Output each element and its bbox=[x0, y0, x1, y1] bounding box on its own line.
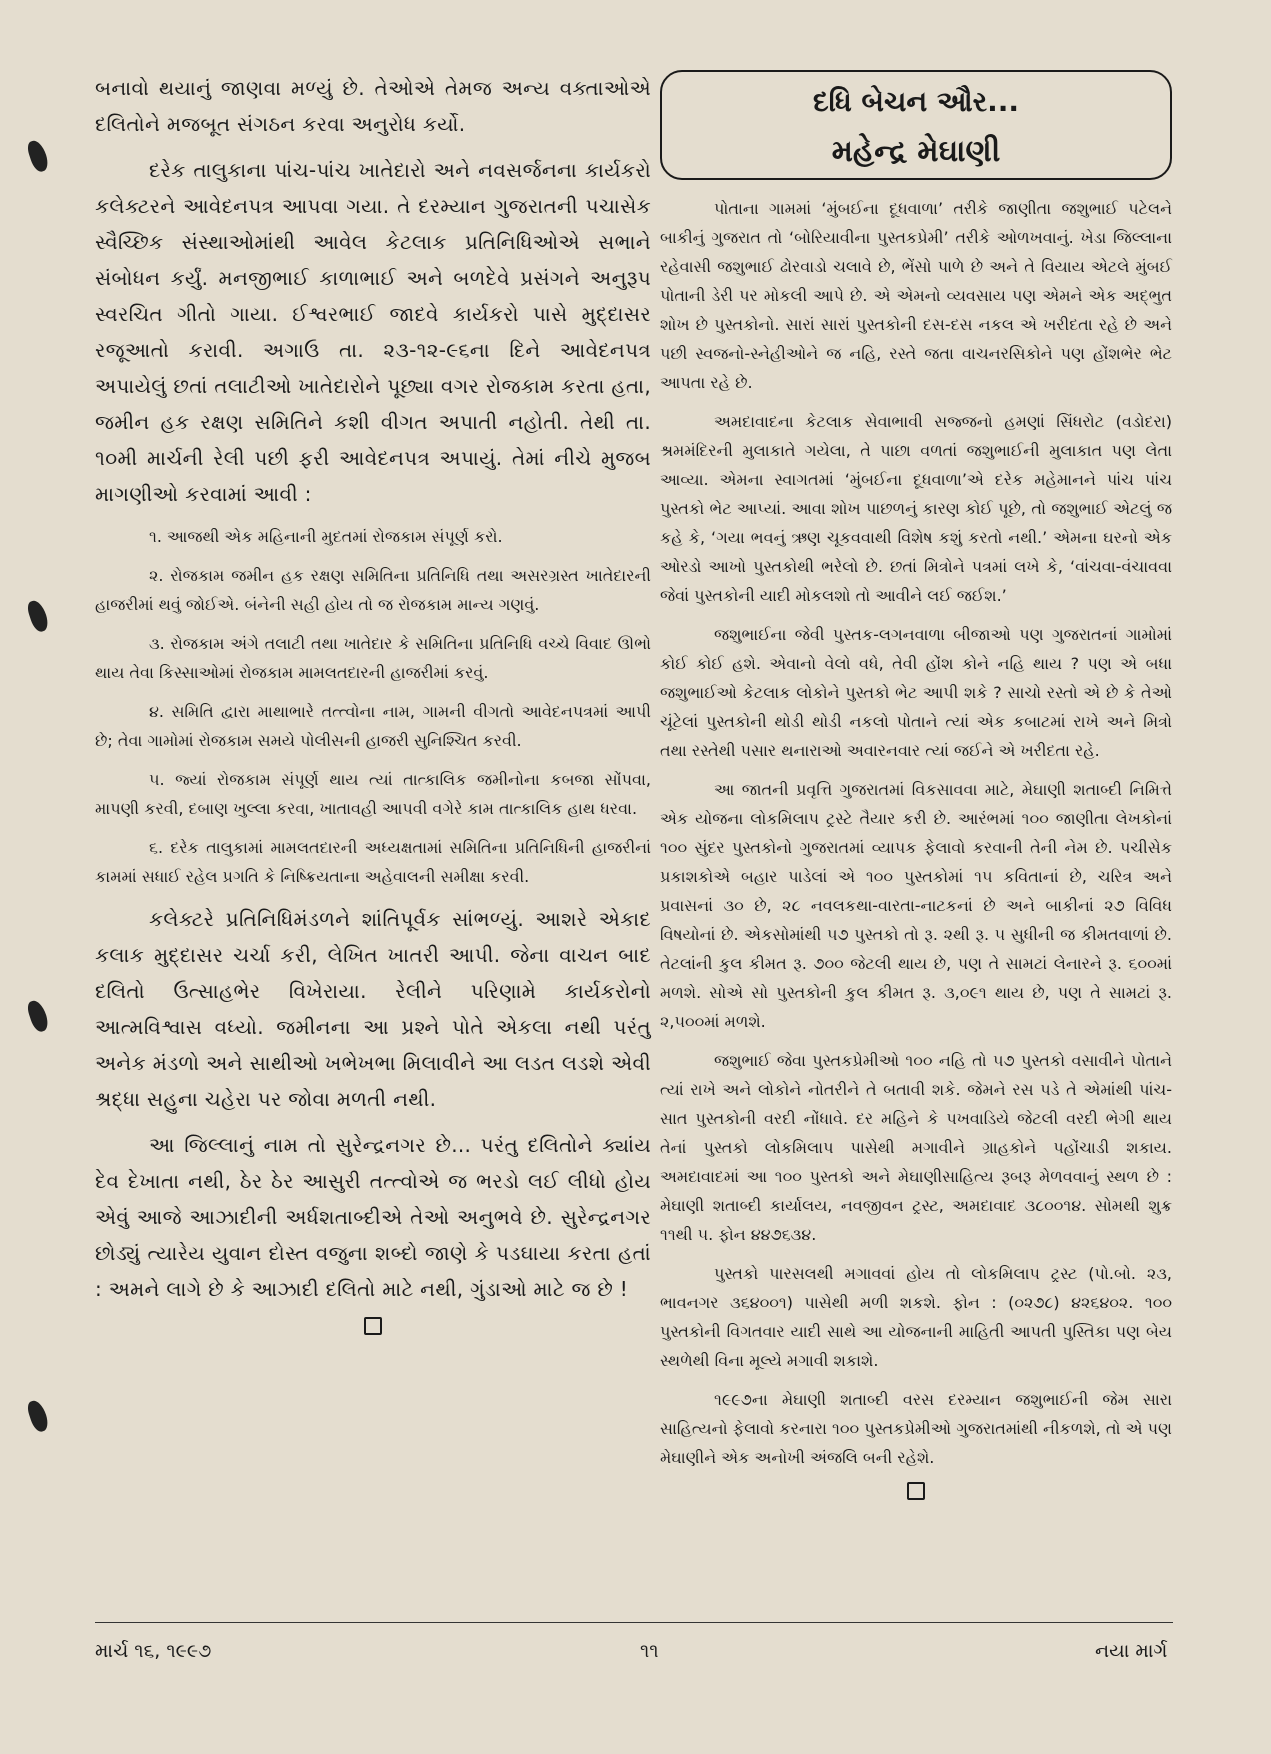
article-end-mark bbox=[907, 1482, 925, 1500]
left-paragraph: બનાવો થયાનું જાણવા મળ્યું છે. તેઓએ તેમજ અન્ય વક્તાઓએ દલિતોને મજબૂત સંગઠન કરવા અનુરોધ કર્યો. bbox=[95, 76, 651, 136]
binding-hole-mark bbox=[25, 1398, 50, 1433]
publication-name: નયા માર્ગ bbox=[1095, 1640, 1168, 1662]
article-end-mark bbox=[364, 1317, 382, 1335]
page-number: ૧૧ bbox=[640, 1640, 659, 1662]
demand-item: ૨. રોજકામ જમીન હક રક્ષણ સમિતિના પ્રતિનિધિ તથા અસરગ્રસ્ત ખાતેદારની હાજરીમાં થવું જોઈએ. બંનેની સહી હોય તો જ રોજકામ માન્ય ગણવું. bbox=[95, 566, 651, 614]
footer-date: માર્ચ ૧૬, ૧૯૯૭ bbox=[95, 1640, 212, 1662]
right-paragraph: ૧૯૯૭ના મેઘાણી શતાબ્દી વરસ દરમ્યાન જશુભાઈની જેમ સારા સાહિત્યનો ફેલાવો કરનારા ૧૦૦ પુસ્તકપ્રેમીઓ ગુજરાતમાંથી નીકળશે, તો એ પણ મેઘાણીને એક અનોખી અંજલિ બની રહેશે. bbox=[660, 1390, 1172, 1467]
left-paragraph: આ જિલ્લાનું નામ તો સુરેન્દ્રનગર છે... પરંતુ દલિતોને ક્યાંય દેવ દેખાતા નથી, ઠેર ઠેર આસુરી તત્ત્વોએ જ ભરડો લઈ લીધો હોય એવું આજે આઝાદીની અર્ધશતાબ્દીએ તેઓ અનુભવે છે. સુરેન્દ્રનગર છોડ્યું ત્યારેય યુવાન દોસ્ત વજુના શબ્દો જાણે કે પડઘાયા કરતા હતાં : અમને લાગે છે કે આઝાદી દલિતો માટે નથી, ગુંડાઓ માટે જ છે ! bbox=[95, 1133, 651, 1301]
right-paragraph: પુસ્તકો પારસલથી મગાવવાં હોય તો લોકમિલાપ ટ્રસ્ટ (પો.બો. ૨૩, ભાવનગર ૩૬૪૦૦૧) પાસેથી મળી શકશે. ફોન : (૦૨૭૮) ૪૨૬૪૦૨. ૧૦૦ પુસ્તકોની વિગતવાર યાદી સાથે આ યોજનાની માહિતી આપતી પુસ્તિકા પણ બેય સ્થળેથી વિના મૂલ્યે મગાવી શકાશે. bbox=[660, 1264, 1172, 1370]
right-column bbox=[660, 70, 1172, 1500]
demand-item: ૫. જ્યાં રોજકામ સંપૂર્ણ થાય ત્યાં તાત્કાલિક જમીનોના કબજા સોંપવા, માપણી કરવી, દબાણ ખુલ્લા કરવા, ખાતાવહી આપવી વગેરે કામ તાત્કાલિક હાથ ધરવા. bbox=[95, 770, 651, 818]
right-paragraph: આ જાતની પ્રવૃત્તિ ગુજરાતમાં વિકસાવવા માટે, મેઘાણી શતાબ્દી નિમિત્તે એક યોજના લોકમિલાપ ટ્રસ્ટે તૈયાર કરી છે. આરંભમાં ૧૦૦ જાણીતા લેખકોનાં ૧૦૦ સુંદર પુસ્તકોનો ગુજરાતમાં વ્યાપક ફેલાવો કરવાની તેની નેમ છે. પચીસેક પ્રકાશકોએ બહાર પાડેલાં એ ૧૦૦ પુસ્તકોમાં ૧૫ કવિતાનાં છે, ચરિત્ર અને પ્રવાસનાં ૩૦ છે, ૨૮ નવલકથા-વારતા-નાટકનાં છે અને બાકીનાં ૨૭ વિવિધ વિષયોનાં છે. એકસોમાંથી ૫૭ પુસ્તકો તો રૂ. ૨થી રૂ. ૫ સુધીની જ કીમતવાળાં છે. તેટલાંની કુલ કીમત રૂ. ૭૦૦ જેટલી થાય છે, પણ તે સામટાં લેનારને રૂ. ૬૦૦માં મળશે. સોએ સો પુસ્તકોની કુલ કીમત રૂ. ૩,૦૯૧ થાય છે, પણ તે સામટાં રૂ. ૨,૫૦૦માં મળશે. bbox=[660, 780, 1172, 1031]
binding-hole-mark bbox=[25, 138, 50, 173]
demand-item: ૩. રોજકામ અંગે તલાટી તથા ખાતેદાર કે સમિતિના પ્રતિનિધિ વચ્ચે વિવાદ ઊભો થાય તેવા કિસ્સાઓમાં રોજકામ મામલતદારની હાજરીમાં કરવું. bbox=[95, 634, 651, 682]
right-paragraph: જશુભાઈના જેવી પુસ્તક-લગનવાળા બીજાઓ પણ ગુજરાતનાં ગામોમાં કોઈ કોઈ હશે. એવાનો વેલો વધે, તેવી હોંશ કોને નહિ થાય ? પણ એ બધા જશુભાઈઓ કેટલાક લોકોને પુસ્તકો ભેટ આપી શકે ? સાચો રસ્તો એ છે કે તેઓ ચૂંટેલાં પુસ્તકોની થોડી થોડી નકલો પોતાને ત્યાં એક કબાટમાં રાખે અને મિત્રો તથા રસ્તેથી પસાર થનારાઓ અવારનવાર ત્યાં જઈને એ ખરીદતા રહે. bbox=[660, 625, 1172, 760]
article-title: દધિ બેચન ઔર... bbox=[812, 85, 1020, 118]
right-paragraph: અમદાવાદના કેટલાક સેવાભાવી સજ્જનો હમણાં સિંધરોટ (વડોદરા) શ્રમમંદિરની મુલાકાતે ગયેલા, તે પાછા વળતાં જશુભાઈની મુલાકાત પણ લેતા આવ્યા. એમના સ્વાગતમાં ‘મુંબઈના દૂધવાળા’એ દરેક મહેમાનને પાંચ પાંચ પુસ્તકો ભેટ આપ્યાં. આવા શોખ પાછળનું કારણ કોઈ પૂછે, તો જશુભાઈ એટલું જ કહે કે, ‘ગયા ભવનું ઋણ ચૂકવવાથી વિશેષ કશું કરતો નથી.’ એમના ઘરનો એક ઓરડો આખો પુસ્તકોથી ભરેલો છે. છતાં મિત્રોને પત્રમાં લખે કે, ‘વાંચવા-વંચાવવા જેવાં પુસ્તકોની યાદી મોકલશો તો આવીને લઈ જઈશ.’ bbox=[660, 412, 1172, 605]
article-title-box bbox=[660, 70, 1172, 180]
footer-divider bbox=[95, 1622, 1173, 1623]
demand-item: ૬. દરેક તાલુકામાં મામલતદારની અધ્યક્ષતામાં સમિતિના પ્રતિનિધિની હાજરીનાં કામમાં સધાઈ રહેલ પ્રગતિ કે નિષ્ક્રિયતાના અહેવાલની સમીક્ષા કરવી. bbox=[95, 838, 651, 886]
right-paragraph: જશુભાઈ જેવા પુસ્તકપ્રેમીઓ ૧૦૦ નહિ તો ૫૭ પુસ્તકો વસાવીને પોતાને ત્યાં રાખે અને લોકોને નોતરીને તે બતાવી શકે. જેમને રસ પડે તે એમાંથી પાંચ-સાત પુસ્તકોની વરદી નોંધાવે. દર મહિને કે પખવાડિયે જેટલી વરદી ભેગી થાય તેનાં પુસ્તકો લોકમિલાપ પાસેથી મગાવીને ગ્રાહકોને પહોંચાડી શકાય. અમદાવાદમાં આ ૧૦૦ પુસ્તકો અને મેઘાણીસાહિત્ય રૂબરૂ મેળવવાનું સ્થળ છે : મેઘાણી શતાબ્દી કાર્યાલય, નવજીવન ટ્રસ્ટ, અમદાવાદ ૩૮૦૦૧૪. સોમથી શુક્ર ૧૧થી ૫. ફોન ૪૪૭૬૩૪. bbox=[660, 1051, 1172, 1244]
binding-hole-mark bbox=[25, 598, 50, 633]
binding-hole-mark bbox=[25, 998, 50, 1033]
left-column bbox=[95, 70, 651, 1335]
left-paragraph: દરેક તાલુકાના પાંચ-પાંચ ખાતેદારો અને નવસર્જનના કાર્યકરો કલેક્ટરને આવેદનપત્ર આપવા ગયા. તે દરમ્યાન ગુજરાતની પચાસેક સ્વૈચ્છિક સંસ્થાઓમાંથી આવેલ કેટલાક પ્રતિનિધિઓએ સભાને સંબોધન કર્યું. મનજીભાઈ કાળાભાઈ અને બળદેવે પ્રસંગને અનુરૂપ સ્વરચિત ગીતો ગાયા. ઈશ્વરભાઈ જાદવે કાર્યકરો પાસે મુદ્દાસર રજૂઆતો કરાવી. અગાઉ તા. ૨૩-૧૨-૯૬ના દિને આવેદનપત્ર અપાયેલું છતાં તલાટીઓ ખાતેદારોને પૂછ્યા વગર રોજકામ કરતા હતા, જમીન હક રક્ષણ સમિતિને કશી વીગત અપાતી નહોતી. તેથી તા. ૧૦મી માર્ચની રેલી પછી ફરી આવેદનપત્ર અપાયું. તેમાં નીચે મુજબ માગણીઓ કરવામાં આવી : bbox=[95, 158, 651, 506]
demand-item: ૪. સમિતિ દ્વારા માથાભારે તત્ત્વોના નામ, ગામની વીગતો આવેદનપત્રમાં આપી છે; તેવા ગામોમાં રોજકામ સમયે પોલીસની હાજરી સુનિશ્ચિત કરવી. bbox=[95, 702, 651, 750]
left-paragraph: કલેક્ટરે પ્રતિનિધિમંડળને શાંતિપૂર્વક સાંભળ્યું. આશરે એકાદ કલાક મુદ્દાસર ચર્ચા કરી, લેખિત ખાતરી આપી. જેના વાચન બાદ દલિતો ઉત્સાહભેર વિખેરાયા. રેલીને પરિણામે કાર્યકરોનો આત્મવિશ્વાસ વધ્યો. જમીનના આ પ્રશ્ને પોતે એકલા નથી પરંતુ અનેક મંડળો અને સાથીઓ ખભેખભા મિલાવીને આ લડત લડશે એવી શ્રદ્ધા સહુના ચહેરા પર જોવા મળતી નથી. bbox=[95, 907, 651, 1111]
article-author: મહેન્દ્ર મેઘાણી bbox=[831, 134, 1001, 169]
right-paragraph: પોતાના ગામમાં ‘મુંબઈના દૂધવાળા’ તરીકે જાણીતા જશુભાઈ પટેલને બાકીનું ગુજરાત તો ‘બોરિયાવીના પુસ્તકપ્રેમી’ તરીકે ઓળખવાનું. ખેડા જિલ્લાના રહેવાસી જશુભાઈ ઢોરવાડો ચલાવે છે, ભેંસો પાળે છે અને તે વિયાય એટલે મુંબઈ પોતાની ડેરી પર મોકલી આપે છે. એ એમનો વ્યવસાય પણ એમને એક અદ્ભુત શોખ છે પુસ્તકોનો. સારાં સારાં પુસ્તકોની દસ-દસ નકલ એ ખરીદતા રહે છે અને પછી સ્વજનો-સ્નેહીઓને જ નહિ, રસ્તે જતા વાચનરસિકોને પણ હોંશભેર ભેટ આપતા રહે છે. bbox=[660, 199, 1172, 392]
demand-item: ૧. આજથી એક મહિનાની મુદતમાં રોજકામ સંપૂર્ણ કરો. bbox=[149, 527, 503, 546]
